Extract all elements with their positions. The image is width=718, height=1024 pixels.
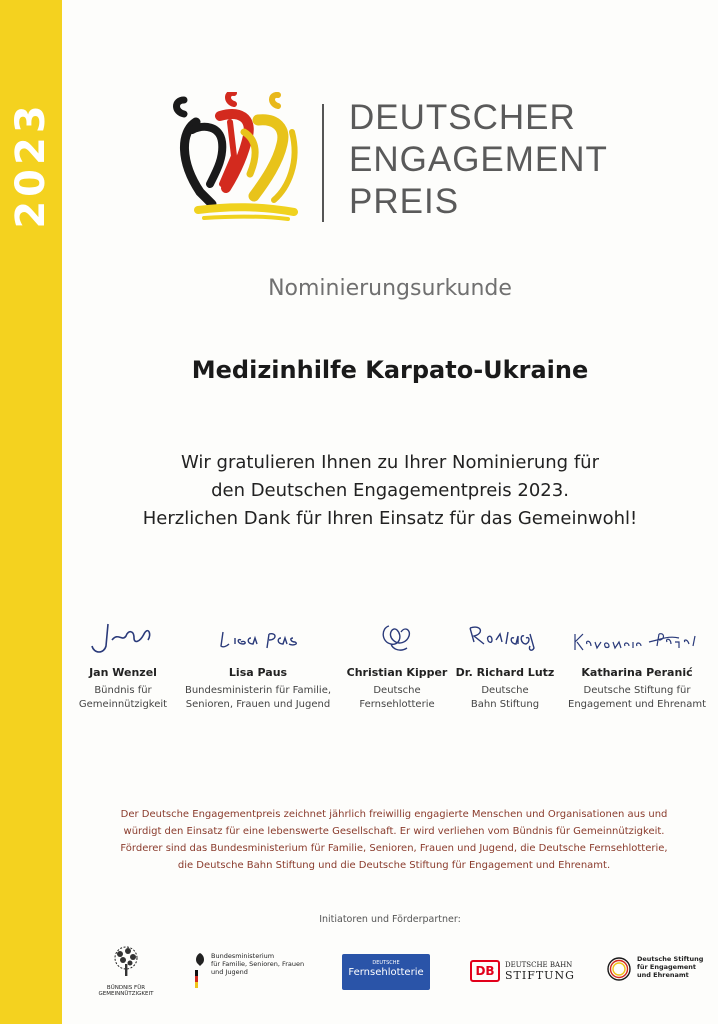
buendnis-gemeinnuetzigkeit-logo: [96, 944, 156, 997]
engagement-preis-logo: [170, 92, 310, 227]
brand-title-line-1: DEUTSCHER: [349, 98, 576, 137]
signatory-org-line: Bundesministerin für Familie,: [184, 685, 332, 696]
signature-image: [460, 612, 550, 660]
message-line: Wir gratulieren Ihnen zu Ihrer Nominierung für: [181, 452, 599, 473]
dsee-logo-text: [637, 955, 703, 983]
document-type: Nominierungsurkunde: [268, 276, 512, 301]
signatory-org: [562, 684, 712, 712]
partners-label: Initiatoren und Förderpartner:: [319, 914, 461, 925]
signatory-org-line: Bahn Stiftung: [470, 699, 540, 710]
signature-image: [367, 612, 427, 660]
signatory-org-line: Senioren, Frauen und Jugend: [185, 699, 331, 710]
signatory-name: Lisa Paus: [228, 666, 288, 679]
info-line: die Deutsche Bahn Stiftung und die Deutsche Stiftung für Engagement und Ehrenamt.: [177, 860, 611, 871]
bmfsfj-logo-text: [211, 952, 304, 990]
dsee-line: für Engagement: [637, 963, 697, 971]
signatory-org: [48, 684, 198, 712]
signatory-name: Dr. Richard Lutz: [455, 666, 555, 679]
message-line: Herzlichen Dank für Ihren Einsatz für das Gemeinwohl!: [142, 508, 638, 529]
bmfsfj-line: Bundesministerium: [211, 952, 275, 960]
signatory-org-line: Bündnis für: [94, 685, 152, 696]
info-line: Der Deutsche Engagementpreis zeichnet jährlich freiwillig engagierte Menschen und Organisationen aus und: [120, 809, 668, 820]
bmfsfj-line: für Familie, Senioren, Frauen: [211, 960, 305, 968]
signatory-block: [430, 612, 580, 712]
db-line: DEUTSCHE BAHN: [505, 960, 573, 969]
signatory-name: Jan Wenzel: [89, 666, 157, 679]
deutsche-bahn-stiftung-logo: [470, 960, 580, 982]
signatory-org: [183, 684, 333, 712]
message-line: den Deutschen Engagementpreis 2023.: [211, 480, 569, 501]
bmfsfj-logo: [193, 950, 313, 990]
signatory-org-line: Deutsche Stiftung für: [583, 685, 691, 696]
signatory-org-line: Deutsche: [373, 685, 421, 696]
signatory-name: Katharina Peranić: [581, 666, 693, 679]
federal-eagle-icon: [193, 950, 207, 990]
info-paragraph: [86, 806, 702, 874]
fernsehlotterie-logo: [342, 954, 430, 990]
bfg-logo-text: BÜNDNIS FÜR GEMEINNÜTZIGKEIT: [98, 985, 154, 997]
signatory-block: [562, 612, 712, 712]
signature-image: [78, 612, 168, 660]
signatory-name: Christian Kipper: [346, 666, 448, 679]
dsee-line: und Ehrenamt: [637, 971, 689, 979]
brand-title-line-2: ENGAGEMENT: [349, 140, 608, 179]
lotterie-small-text: DEUTSCHE: [372, 960, 400, 966]
signatory-org-line: Engagement und Ehrenamt: [568, 699, 706, 710]
signatory-org-line: Fernsehlotterie: [359, 699, 435, 710]
db-mark-icon: DB: [470, 960, 500, 982]
signatory-org-line: Deutsche: [481, 685, 529, 696]
db-line: STIFTUNG: [505, 968, 575, 982]
nominee-name: Medizinhilfe Karpato-Ukraine: [191, 356, 589, 384]
brand-title-line-3: PREIS: [349, 182, 460, 221]
info-line: Förderer sind das Bundesministerium für Familie, Senioren, Frauen und Jugend, die Deutsche Fernsehlotterie,: [120, 843, 668, 854]
signatory-org-line: Gemeinnützigkeit: [78, 699, 168, 710]
logo-divider: [322, 104, 324, 222]
info-line: würdigt den Einsatz für eine lebenswerte Gesellschaft. Er wird verliehen vom Bündnis für Gemeinnützigkeit.: [123, 826, 665, 837]
signatory-block: [183, 612, 333, 712]
signatory-block: [48, 612, 198, 712]
dsee-logo: [605, 955, 705, 983]
signatory-org: [430, 684, 580, 712]
bmfsfj-line: und Jugend: [211, 968, 248, 976]
dsee-line: Deutsche Stiftung: [637, 955, 704, 963]
signature-image: [567, 612, 707, 660]
dsee-rings-icon: [605, 955, 633, 983]
year-label: 2023: [8, 101, 54, 229]
lotterie-text: Fernsehlotterie: [348, 967, 424, 978]
signature-image: [203, 612, 313, 660]
tree-icon: [108, 944, 144, 980]
